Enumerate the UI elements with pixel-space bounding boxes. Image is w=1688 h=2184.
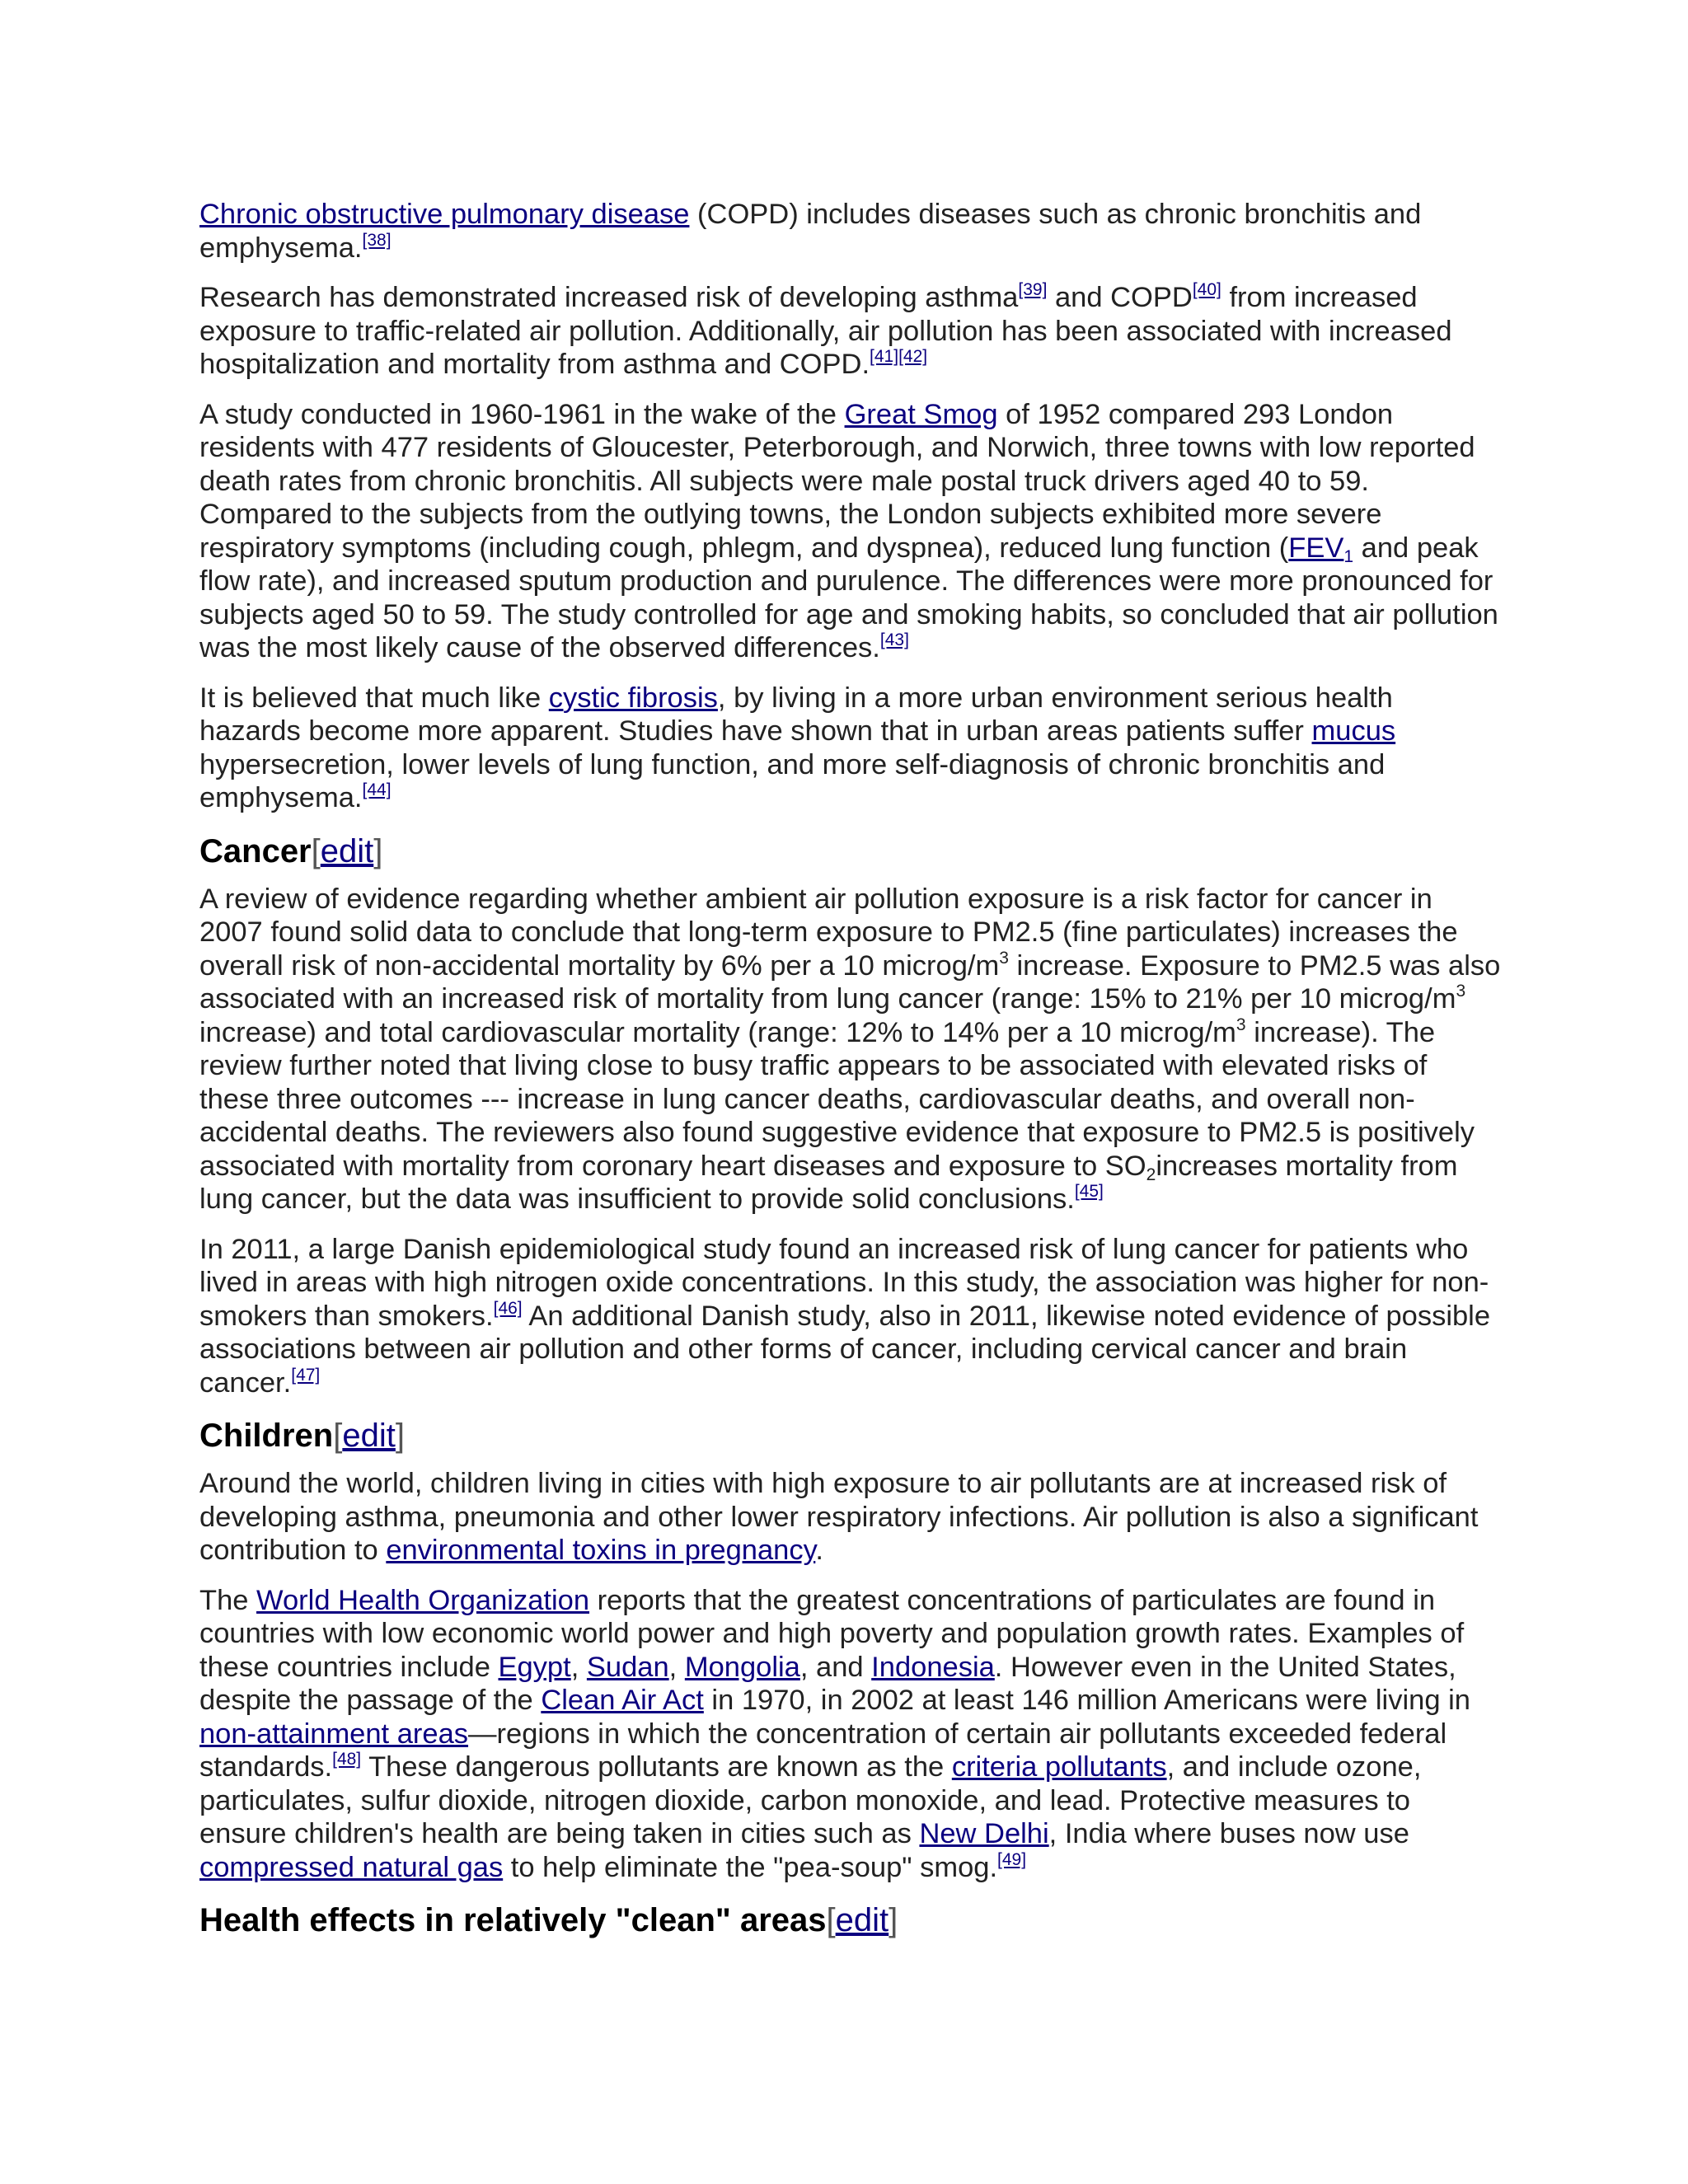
ref-38[interactable]: [38] xyxy=(362,230,392,250)
text: An additional Danish study, also in 2011, likewise noted evidence of possible associations between air pollution and other forms of cancer, including cervical cancer and brain cancer. xyxy=(199,1300,1491,1399)
subscript: 2 xyxy=(1146,1165,1156,1184)
superscript: 3 xyxy=(1456,982,1466,1001)
text: A review of evidence regarding whether ambient air pollution exposure is a risk factor for cancer in 2007 found solid data to conclude that long-term exposure to PM2.5 (fine particulates) increases the overall risk of non-accidental mortality by 6% per a 10 microg/m xyxy=(199,883,1458,982)
superscript: 3 xyxy=(1236,1015,1246,1034)
article-content xyxy=(199,198,1502,1952)
link-who[interactable]: World Health Organization xyxy=(256,1584,590,1616)
edit-bracket-close: ] xyxy=(373,832,383,869)
ref-43[interactable]: [43] xyxy=(879,630,909,649)
text: The xyxy=(199,1584,257,1616)
text: reports that the greatest concentrations of particulates are found in countries with low economic world power and high poverty and population growth rates. Examples of these countries include xyxy=(199,1584,1465,1683)
ref-42[interactable]: [42] xyxy=(898,347,928,366)
edit-bracket-close: ] xyxy=(889,1902,898,1938)
ref-41[interactable]: [41] xyxy=(870,347,899,366)
ref-49[interactable]: [49] xyxy=(997,1849,1027,1869)
heading-title: Children xyxy=(199,1418,334,1454)
superscript: 3 xyxy=(999,948,1009,968)
link-new-delhi[interactable]: New Delhi xyxy=(919,1818,1049,1849)
edit-bracket-open: [ xyxy=(826,1902,836,1938)
text: increase. Exposure to PM2.5 was also associated with an increased risk of mortality from lung cancer (range: 15% to 21% per 10 microg/m xyxy=(199,949,1501,1015)
text: It is believed that much like xyxy=(199,682,549,714)
paragraph-cancer-review xyxy=(199,883,1502,1216)
text: , and include ozone, particulates, sulfur dioxide, nitrogen dioxide, carbon monoxide, and lead. Protective measures to ensure children's health are being taken in cities such as xyxy=(199,1751,1422,1849)
link-environmental-toxins[interactable]: environmental toxins in pregnancy xyxy=(386,1535,816,1566)
text: These dangerous pollutants are known as the xyxy=(361,1751,952,1783)
link-fev1[interactable] xyxy=(1288,532,1353,564)
paragraph-who-report xyxy=(199,1584,1502,1885)
ref-39[interactable]: [39] xyxy=(1018,280,1048,299)
text: of 1952 compared 293 London residents with 477 residents of Gloucester, Peterborough, and Norwich, three towns with low reported death rates from chronic bronchitis. All subjects were male postal truck drivers aged 40 to 59. Compared to the subjects from the outlying towns, the London subjects exhibited more severe respiratory symptoms (including cough, phlegm, and dyspnea), reduced lung function ( xyxy=(199,398,1475,564)
text: , xyxy=(668,1651,685,1683)
text: increases mortality from lung cancer, but the data was insufficient to provide solid conclusions. xyxy=(199,1150,1458,1215)
text: , and xyxy=(799,1651,872,1683)
edit-bracket-open: [ xyxy=(311,832,321,869)
text: in 1970, in 2002 at least 146 million Americans were living in xyxy=(703,1685,1470,1716)
link-cystic-fibrosis[interactable]: cystic fibrosis xyxy=(548,682,718,714)
link-indonesia[interactable]: Indonesia xyxy=(871,1651,995,1683)
text: (COPD) includes diseases such as chronic bronchitis and emphysema. xyxy=(199,199,1422,264)
section-heading-cancer xyxy=(199,832,1502,871)
link-egypt[interactable]: Egypt xyxy=(498,1651,571,1683)
text: . xyxy=(815,1535,823,1566)
paragraph-great-smog-study xyxy=(199,398,1502,665)
text: Around the world, children living in cities with high exposure to air pollutants are at increased risk of developing asthma, pneumonia and other lower respiratory infections. Air pollution is also a significant contribution to xyxy=(199,1468,1479,1566)
link-clean-air-act[interactable]: Clean Air Act xyxy=(541,1685,704,1716)
text: . However even in the United States, despite the passage of the xyxy=(199,1651,1456,1716)
edit-link-cancer[interactable]: edit xyxy=(320,832,374,869)
ref-45[interactable]: [45] xyxy=(1074,1182,1104,1201)
heading-title: Health effects in relatively "clean" areas xyxy=(199,1902,827,1938)
text: increase) and total cardiovascular mortality (range: 12% to 14% per a 10 microg/m xyxy=(199,1016,1236,1048)
text: and COPD xyxy=(1047,282,1193,313)
paragraph-danish-study xyxy=(199,1233,1502,1400)
heading-title: Cancer xyxy=(199,832,312,869)
text: , India where buses now use xyxy=(1048,1818,1409,1849)
ref-40[interactable]: [40] xyxy=(1192,280,1221,299)
text: Research has demonstrated increased risk of developing asthma xyxy=(199,282,1019,313)
edit-bracket-close: ] xyxy=(395,1418,405,1454)
ref-46[interactable]: [46] xyxy=(493,1298,523,1318)
link-compressed-natural-gas[interactable]: compressed natural gas xyxy=(199,1851,504,1883)
paragraph-urban-environment xyxy=(199,682,1502,815)
link-great-smog[interactable]: Great Smog xyxy=(844,398,998,430)
text: increase). The review further noted that living close to busy traffic appears to be associated with elevated risks of these three outcomes --- increase in lung cancer deaths, cardiovascular deaths, and overall non-accidental deaths. The reviewers also found suggestive evidence that exposure to PM2.5 is positively associated with mortality from coronary heart diseases and exposure to SO xyxy=(199,1016,1475,1182)
ref-44[interactable]: [44] xyxy=(362,780,392,799)
text: , by living in a more urban environment serious health hazards become more apparent. Studies have shown that in urban areas patients suffer xyxy=(199,682,1393,747)
text: from increased exposure to traffic-related air pollution. Additionally, air pollution has been associated with increased hospitalization and mortality from asthma and COPD. xyxy=(199,282,1452,380)
edit-link-children[interactable]: edit xyxy=(342,1418,396,1454)
link-non-attainment-areas[interactable]: non-attainment areas xyxy=(199,1718,469,1750)
link-criteria-pollutants[interactable]: criteria pollutants xyxy=(951,1751,1167,1783)
link-mucus[interactable]: mucus xyxy=(1311,715,1396,747)
text: A study conducted in 1960-1961 in the wake of the xyxy=(199,398,845,430)
link-mongolia[interactable]: Mongolia xyxy=(684,1651,800,1683)
edit-link-clean-areas[interactable]: edit xyxy=(835,1902,889,1938)
text: , xyxy=(570,1651,587,1683)
section-heading-clean-areas xyxy=(199,1900,1502,1940)
paragraph-children-risk xyxy=(199,1467,1502,1568)
paragraph-copd-definition xyxy=(199,198,1502,265)
text: —regions in which the concentration of certain air pollutants exceeded federal standards. xyxy=(199,1718,1447,1783)
section-heading-children xyxy=(199,1416,1502,1455)
ref-47[interactable]: [47] xyxy=(291,1365,321,1385)
paragraph-research-traffic xyxy=(199,281,1502,382)
link-fev-subscript: 1 xyxy=(1343,546,1354,566)
link-sudan[interactable]: Sudan xyxy=(586,1651,669,1683)
link-fev-text: FEV xyxy=(1288,532,1344,564)
text: hypersecretion, lower levels of lung function, and more self-diagnosis of chronic bronchitis and emphysema. xyxy=(199,748,1386,813)
text: In 2011, a large Danish epidemiological study found an increased risk of lung cancer for patients who lived in areas with high nitrogen oxide concentrations. In this study, the association was higher for non-smokers than smokers. xyxy=(199,1233,1489,1332)
ref-48[interactable]: [48] xyxy=(332,1750,362,1769)
text: and peak flow rate), and increased sputum production and purulence. The differences were more pronounced for subjects aged 50 to 59. The study controlled for age and smoking habits, so concluded that air pollution was the most likely cause of the observed differences. xyxy=(199,532,1498,663)
edit-bracket-open: [ xyxy=(333,1418,343,1454)
text: to help eliminate the "pea-soup" smog. xyxy=(503,1851,998,1883)
link-copd[interactable]: Chronic obstructive pulmonary disease xyxy=(199,199,690,230)
